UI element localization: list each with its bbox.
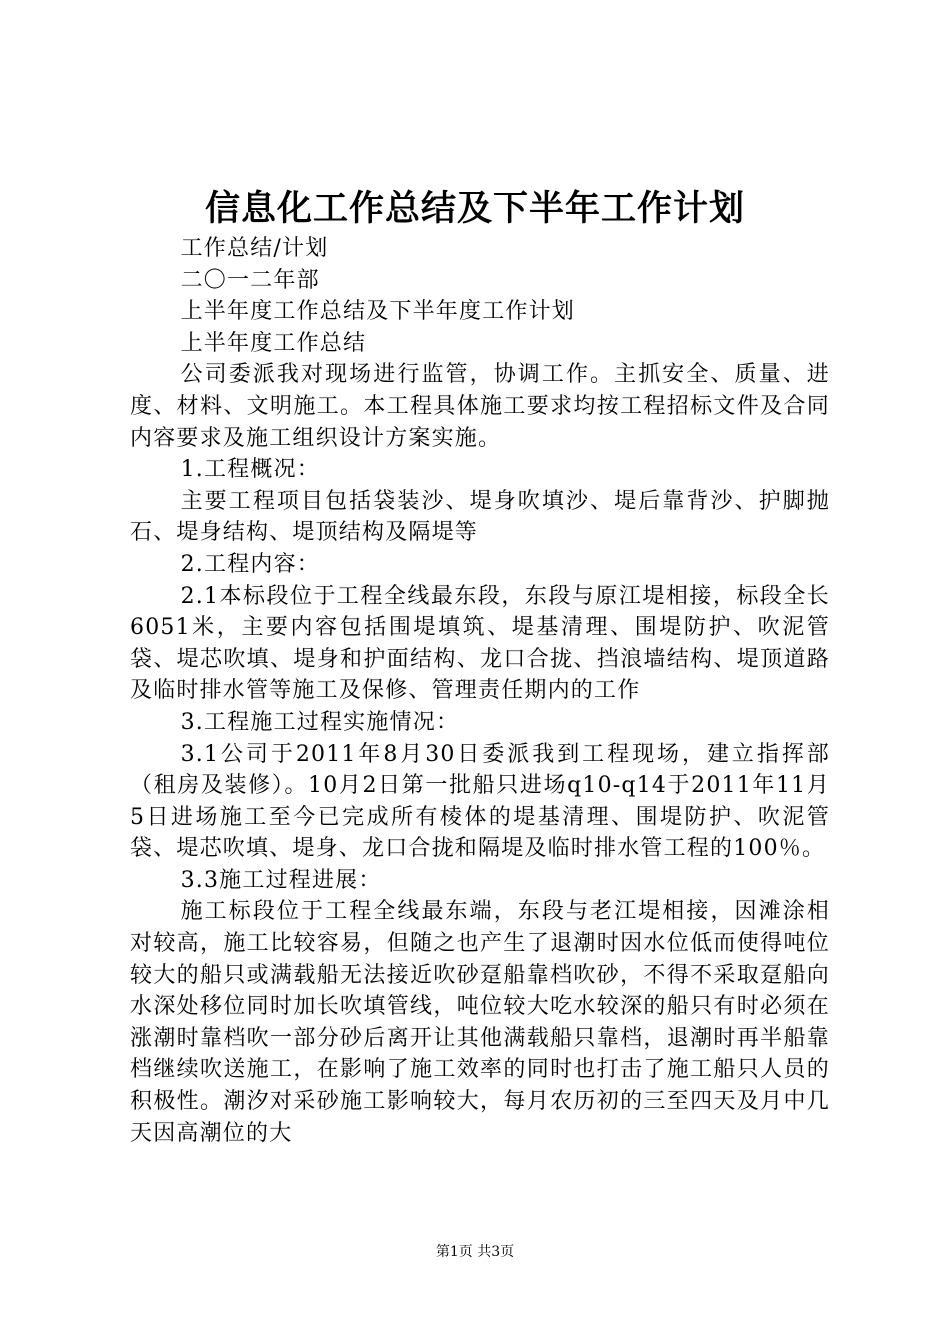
paragraph: 3.1公司于2011年8月30日委派我到工程现场，建立指挥部（租房及装修）。10月2日第一批船只进场q10-q14于2011年11月5日进场施工至今已完成所有棱体的堤基清理、围堤防护、吹泥管袋、堤芯吹填、堤身、龙口合拢和隔堤及临时排水管工程的100％。 [130,741,830,862]
section-heading: 1.工程概况： [180,457,320,483]
document-body [130,233,830,1149]
page-footer: 第1页 共3页 [435,1244,515,1260]
paragraph: 上半年度工作总结及下半年度工作计划 [180,299,575,325]
paragraph: 工作总结/计划 [180,236,329,261]
paragraph: 施工标段位于工程全线最东端，东段与老江堤相接，因滩涂相对较高，施工比较容易，但随之也产生了退潮时因水位低而使得吨位较大的船只或满载船无法接近吹砂趸船靠档吹砂，不得不采取趸船向水深处移位同时加长吹填管线，吨位较大吃水较深的船只有时必须在涨潮时靠档吹一部分砂后离开让其他满载船只靠档，退潮时再半船靠档继续吹送施工，在影响了施工效率的同时也打击了施工船只人员的积极性。潮汐对采砂施工影响较大，每月农历初的三至四天及月中几天因高潮位的大 [130,899,830,1146]
paragraph: 公司委派我对现场进行监管，协调工作。主抓安全、质量、进度、材料、文明施工。本工程具体施工要求均按工程招标文件及合同内容要求及施工组织设计方案实施。 [130,362,830,451]
document-title: 信息化工作总结及下半年工作计划 [204,189,745,229]
paragraph: 二〇一二年部 [180,267,320,293]
section-heading: 3.3施工过程进展： [180,867,382,893]
paragraph: 上半年度工作总结 [180,330,367,356]
paragraph: 2.1本标段位于工程全线最东段，东段与原江堤相接，标段全长6051米，主要内容包括围堤填筑、堤基清理、围堤防护、吹泥管袋、堤芯吹填、堤身和护面结构、龙口合拢、挡浪墙结构、堤顶道路及临时排水管等施工及保修、管理责任期内的工作 [130,583,830,704]
paragraph: 主要工程项目包括袋装沙、堤身吹填沙、堤后靠背沙、护脚抛石、堤身结构、堤顶结构及隔堤等 [130,488,830,546]
section-heading: 2.工程内容： [180,551,320,577]
section-heading: 3.工程施工过程实施情况： [180,709,460,735]
